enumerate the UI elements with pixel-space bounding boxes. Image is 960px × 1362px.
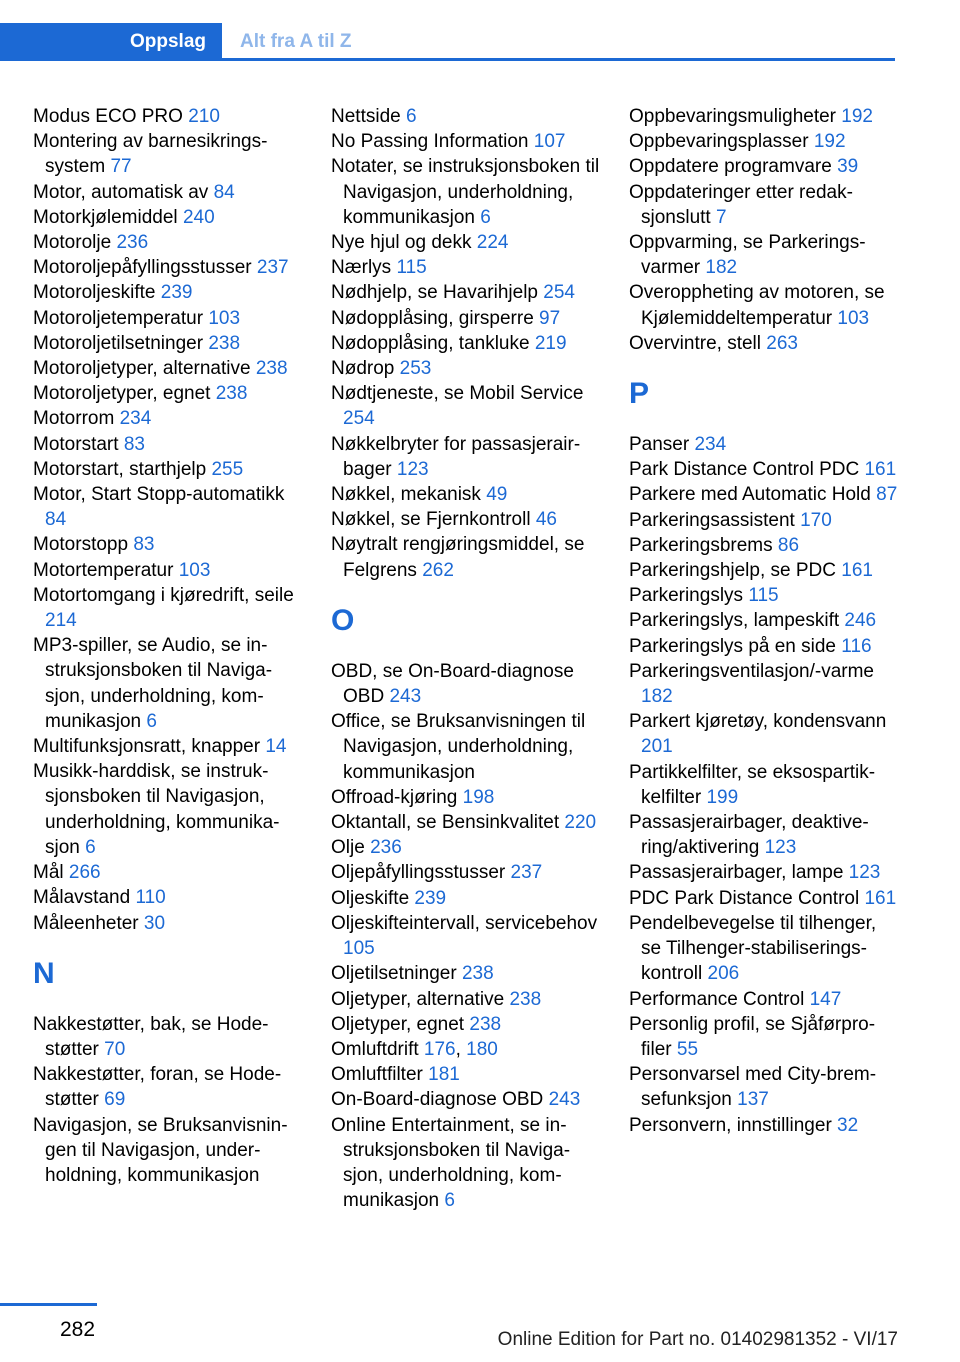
page-link[interactable]: 182 bbox=[641, 686, 673, 708]
index-entry bbox=[33, 205, 303, 230]
index-entry bbox=[331, 785, 601, 810]
section-letter: P bbox=[629, 377, 650, 411]
index-entry bbox=[33, 633, 303, 734]
index-entry bbox=[33, 432, 303, 457]
index-entry-term: Olje bbox=[331, 837, 365, 859]
index-entry bbox=[629, 1062, 899, 1112]
page-link[interactable]: 192 bbox=[813, 131, 846, 153]
index-entry bbox=[33, 885, 303, 910]
index-entry-term: Parkeringslys, lampeskift bbox=[629, 610, 840, 632]
index-entry-term: Motoroljepåfyllingsstusser bbox=[33, 257, 252, 279]
page-link[interactable]: 238 bbox=[208, 332, 241, 354]
page-link[interactable]: 84 bbox=[213, 181, 235, 203]
index-entry: Omluftdrift 176, 180 bbox=[331, 1038, 498, 1060]
index-entry bbox=[331, 860, 601, 885]
page-link[interactable]: 255 bbox=[211, 458, 244, 480]
index-entry bbox=[629, 280, 899, 330]
page-link[interactable]: 181 bbox=[428, 1064, 460, 1086]
footer-rule bbox=[0, 1303, 97, 1306]
page-link[interactable]: 199 bbox=[706, 786, 739, 808]
edition-note: Online Edition for Part no. 01402981352 - VI/17 bbox=[497, 1329, 898, 1350]
page-link[interactable]: 7 bbox=[715, 206, 727, 228]
index-entry-term: Park Distance Control PDC bbox=[629, 459, 860, 481]
index-entry bbox=[331, 1113, 601, 1214]
index-entry bbox=[629, 810, 899, 860]
index-entry bbox=[629, 154, 899, 179]
index-entry bbox=[33, 482, 303, 532]
index-entry-term: Nøkkel, mekanisk bbox=[331, 484, 481, 506]
index-entry-term: Omluftdrift bbox=[331, 1038, 419, 1060]
page-link[interactable]: 161 bbox=[864, 887, 897, 909]
index-entry-term: Motorstopp bbox=[33, 534, 129, 556]
page-link[interactable]: 206 bbox=[707, 963, 740, 985]
page-link[interactable]: 224 bbox=[476, 232, 509, 254]
page-link[interactable]: 103 bbox=[208, 307, 241, 329]
index-entry bbox=[33, 583, 303, 633]
index-entry-term: Motorrom bbox=[33, 408, 115, 430]
page-link[interactable]: 238 bbox=[255, 358, 288, 380]
index-entry bbox=[33, 104, 303, 129]
index-entry-term: Nærlys bbox=[331, 257, 392, 279]
index-entry-term: Nøkkel, se Fjernkontroll bbox=[331, 509, 531, 531]
page-link[interactable]: 201 bbox=[641, 736, 673, 758]
index-entry bbox=[33, 1062, 303, 1112]
index-entry-term: Passasjerairbager, lampe bbox=[629, 862, 844, 884]
index-column-2 bbox=[331, 104, 601, 1213]
index-entry-term: Motor, automatisk av bbox=[33, 181, 209, 203]
page-link[interactable]: 116 bbox=[841, 635, 872, 657]
index-entry bbox=[33, 406, 303, 431]
page-link[interactable]: 77 bbox=[110, 156, 132, 178]
index-entry bbox=[629, 911, 899, 987]
page-link[interactable]: 170 bbox=[800, 509, 832, 531]
page-link[interactable]: 14 bbox=[265, 736, 287, 758]
page-number: 282 bbox=[60, 1318, 96, 1341]
index-entry bbox=[33, 1012, 303, 1062]
index-entry bbox=[33, 356, 303, 381]
index-entry-term: Oppbevaringsmuligheter bbox=[629, 106, 837, 127]
index-entry-term: Nakkestøtter, bak, se Hodestøtter bbox=[33, 1013, 269, 1060]
index-entry bbox=[629, 129, 899, 154]
page-link[interactable]: 84 bbox=[45, 509, 67, 531]
index-entry-term: Motorstart, starthjelp bbox=[33, 458, 207, 480]
index-entry bbox=[331, 987, 601, 1012]
index-entry bbox=[629, 760, 899, 810]
page-link[interactable]: 236 bbox=[116, 232, 149, 254]
index-entry-term: PDC Park Distance Control bbox=[629, 887, 860, 909]
page-link[interactable]: 238 bbox=[469, 1013, 502, 1035]
index-entry bbox=[33, 759, 303, 860]
index-entry-term: Motor, Start Stopp-automatikk bbox=[33, 484, 285, 506]
page-link[interactable]: 110 bbox=[135, 887, 166, 909]
page-link[interactable]: 234 bbox=[119, 408, 152, 430]
page-link[interactable]: 210 bbox=[188, 106, 220, 127]
page-link[interactable]: 107 bbox=[533, 131, 566, 153]
index-entry-term: Navigasjon, se Bruksanvisningen til Navigasjon, underholdning, kommunikasjon bbox=[33, 1114, 288, 1186]
index-entry-term: Nøkkelbryter for passasjerairbager bbox=[331, 433, 581, 480]
index-entry bbox=[33, 734, 303, 759]
index-entry-term: Montering av barnesikringssystem bbox=[33, 131, 268, 178]
index-entry bbox=[331, 1012, 601, 1037]
page-link[interactable]: 30 bbox=[143, 912, 166, 934]
index-entry-term: Måleenheter bbox=[33, 912, 139, 934]
page-link[interactable]: 234 bbox=[694, 434, 727, 456]
index-entry-term: Motorolje bbox=[33, 232, 112, 254]
index-entry bbox=[33, 129, 303, 179]
index-entry-term: Oljeskifte bbox=[331, 887, 410, 909]
page-link[interactable]: 86 bbox=[777, 534, 800, 556]
index-entry bbox=[331, 532, 601, 582]
index-entry bbox=[331, 154, 601, 230]
index-entry bbox=[629, 558, 899, 583]
index-entry-term: Motoroljetilsetninger bbox=[33, 332, 204, 354]
index-entry bbox=[629, 104, 899, 129]
page-link[interactable]: 182 bbox=[705, 257, 738, 279]
page-link[interactable]: 161 bbox=[864, 459, 897, 481]
index-entry bbox=[33, 1113, 303, 1189]
index-entry bbox=[331, 1062, 601, 1087]
index-entry-term: Performance Control bbox=[629, 988, 805, 1010]
index-entry bbox=[331, 886, 601, 911]
index-entry-term: Motoroljetyper, egnet bbox=[33, 383, 211, 405]
page-link[interactable]: 253 bbox=[399, 358, 432, 380]
page-link[interactable]: 237 bbox=[256, 257, 289, 279]
page-link[interactable]: 6 bbox=[480, 206, 491, 228]
index-entry bbox=[331, 129, 601, 154]
page-link[interactable]: 161 bbox=[841, 560, 873, 582]
page-link[interactable]: 237 bbox=[510, 862, 543, 884]
page-link[interactable]: 239 bbox=[160, 282, 193, 304]
page-link[interactable]: 219 bbox=[534, 332, 567, 354]
page-link[interactable]: 238 bbox=[509, 988, 542, 1010]
page-link[interactable]: 238 bbox=[215, 383, 248, 405]
index-entry bbox=[331, 230, 601, 255]
index-entry-term: Oppdatere programvare bbox=[629, 156, 832, 178]
index-entry bbox=[629, 886, 899, 911]
page-link[interactable]: 239 bbox=[414, 887, 447, 909]
index-entry-term: Parkeringsventilasjon/-varme bbox=[629, 660, 874, 682]
index-entry-term: Nødhjelp, se Havarihjelp bbox=[331, 282, 538, 304]
page-link[interactable]: 105 bbox=[343, 938, 375, 960]
index-entry-term: Panser bbox=[629, 434, 690, 456]
index-entry-term: Parkeringslys på en side bbox=[629, 635, 836, 657]
page-link[interactable]: 246 bbox=[844, 610, 877, 632]
index-entry bbox=[629, 331, 899, 356]
page-link[interactable]: 83 bbox=[123, 433, 145, 455]
index-entry-term: Motortemperatur bbox=[33, 559, 174, 581]
index-entry-term: Musikk-harddisk, se instruksjonsboken til Navigasjon, underholdning, kommunikasjon bbox=[33, 761, 280, 858]
index-entry bbox=[629, 860, 899, 885]
index-entry bbox=[331, 835, 601, 860]
index-entry-term: Parkeringshjelp, se PDC bbox=[629, 560, 836, 582]
page-link[interactable]: 214 bbox=[45, 610, 77, 632]
page-link[interactable]: 243 bbox=[389, 686, 422, 708]
tab-alt-fra-a-til-z[interactable]: Alt fra A til Z bbox=[240, 31, 352, 52]
page-link[interactable]: 123 bbox=[764, 837, 797, 859]
page-link[interactable]: 254 bbox=[543, 282, 575, 304]
index-entry-term: Oppbevaringsplasser bbox=[629, 131, 809, 153]
index-entry-term: Oktantall, se Bensinkvalitet bbox=[331, 812, 560, 834]
page-link[interactable]: 123 bbox=[396, 458, 429, 480]
index-entry-term: Nye hjul og dekk bbox=[331, 232, 472, 254]
page-link[interactable]: 238 bbox=[461, 963, 494, 985]
index-entry bbox=[331, 255, 601, 280]
index-entry-term: Overoppheting av motoren, se Kjølemiddeltemperatur bbox=[629, 282, 885, 329]
index-entry bbox=[331, 104, 601, 129]
index-entry bbox=[331, 381, 601, 431]
page-link[interactable]: 123 bbox=[848, 862, 881, 884]
index-entry-term: Personvarsel med City-bremsefunksjon bbox=[629, 1064, 877, 1111]
index-entry bbox=[629, 533, 899, 558]
index-entry bbox=[33, 860, 303, 885]
index-entry-term: Partikkelfilter, se eksospartikkelfilter bbox=[629, 761, 876, 808]
index-entry-term: Motorstart bbox=[33, 433, 119, 455]
index-entry-term: Parkeringslys bbox=[629, 585, 744, 607]
index-entry-term: Online Entertainment, se instruksjonsboken til Navigasjon, underholdning, kommunikasjon bbox=[331, 1114, 571, 1212]
page-link[interactable]: 103 bbox=[837, 307, 870, 329]
page-link[interactable]: 69 bbox=[104, 1089, 126, 1111]
index-entry-term: Personvern, innstillinger bbox=[629, 1114, 832, 1136]
index-entry-term: Offroad-kjøring bbox=[331, 786, 458, 808]
index-entry bbox=[331, 810, 601, 835]
index-entry-term: Oljepåfyllingsstusser bbox=[331, 862, 506, 884]
index-entry-term: Parkeringsbrems bbox=[629, 534, 773, 556]
page-link[interactable]: 46 bbox=[535, 509, 557, 531]
index-entry-term: Motorkjølemiddel bbox=[33, 206, 178, 228]
index-entry-term: Pendelbevegelse til tilhenger, se Tilhenger-stabiliseringskontroll bbox=[629, 912, 877, 985]
index-entry-term: Oppvarming, se Parkeringsvarmer bbox=[629, 232, 866, 279]
index-entry-term: Nøytralt rengjøringsmiddel, se Felgrens bbox=[331, 534, 585, 581]
index-entry-term: Målavstand bbox=[33, 887, 131, 909]
page-link[interactable]: 240 bbox=[182, 206, 215, 228]
page-link[interactable]: 180 bbox=[466, 1038, 498, 1060]
index-entry bbox=[331, 482, 601, 507]
index-entry-term: Nødopplåsing, tankluke bbox=[331, 332, 530, 354]
index-entry-term: Oljetyper, alternative bbox=[331, 988, 505, 1010]
index-entry-term: Parkeringsassistent bbox=[629, 509, 795, 531]
tab-underline bbox=[0, 58, 895, 61]
section-letter: O bbox=[331, 603, 355, 637]
index-entry bbox=[331, 356, 601, 381]
index-entry bbox=[331, 659, 601, 709]
index-entry bbox=[33, 381, 303, 406]
page-link[interactable]: 87 bbox=[876, 484, 898, 506]
index-entry bbox=[629, 608, 899, 633]
index-entry bbox=[629, 1012, 899, 1062]
index-entry-term: Passasjerairbager, deaktivering/aktivering bbox=[629, 812, 869, 859]
index-entry bbox=[629, 432, 899, 457]
page-link[interactable]: 192 bbox=[841, 106, 873, 127]
index-entry bbox=[629, 180, 899, 230]
page-link[interactable]: 83 bbox=[133, 534, 155, 556]
page-link[interactable]: 262 bbox=[422, 559, 454, 581]
index-entry-term: Motortomgang i kjøredrift, seile bbox=[33, 584, 294, 606]
index-entry-term: Overvintre, stell bbox=[629, 332, 761, 354]
index-entry bbox=[33, 306, 303, 331]
page-link[interactable]: 115 bbox=[748, 585, 779, 607]
page-link[interactable]: 39 bbox=[837, 156, 859, 178]
index-entry bbox=[629, 508, 899, 533]
page-link[interactable]: 147 bbox=[809, 988, 842, 1010]
index-entry bbox=[331, 709, 601, 785]
index-entry-term: Notater, se instruksjonsboken til Navigasjon, underholdning, kommunikasjon bbox=[331, 156, 600, 228]
index-entry-term: Oljeskifteintervall, servicebehov bbox=[331, 912, 598, 934]
index-entry-term: Personlig profil, se Sjåførprofiler bbox=[629, 1013, 876, 1060]
page-link[interactable]: 254 bbox=[343, 408, 375, 430]
index-entry bbox=[629, 987, 899, 1012]
page-link[interactable]: 6 bbox=[405, 106, 417, 127]
index-entry-term: Motoroljeskifte bbox=[33, 282, 156, 304]
index-entry bbox=[33, 180, 303, 205]
index-entry bbox=[33, 280, 303, 305]
index-column-1 bbox=[33, 104, 303, 1188]
index-entry-term: Oljetilsetninger bbox=[331, 963, 457, 985]
index-entry bbox=[629, 583, 899, 608]
page-link[interactable]: 236 bbox=[370, 837, 402, 859]
index-entry bbox=[33, 532, 303, 557]
page-link[interactable]: 266 bbox=[68, 862, 101, 884]
index-entry bbox=[629, 482, 899, 507]
index-entry-term: Office, se Bruksanvisningen til Navigasjon, underholdning, kommunikasjon bbox=[331, 711, 586, 783]
index-entry bbox=[33, 255, 303, 280]
index-column-3 bbox=[629, 104, 899, 1138]
index-entry bbox=[33, 558, 303, 583]
index-entry bbox=[331, 306, 601, 331]
index-entry-term: Omluftfilter bbox=[331, 1064, 423, 1086]
page-link[interactable]: 70 bbox=[104, 1038, 126, 1060]
index-entry bbox=[331, 961, 601, 986]
page-link[interactable]: 115 bbox=[396, 257, 427, 279]
index-entry-term: Mål bbox=[33, 862, 64, 884]
index-entry bbox=[331, 432, 601, 482]
page-link[interactable]: 32 bbox=[837, 1114, 859, 1136]
index-entry bbox=[331, 331, 601, 356]
tab-bar bbox=[0, 23, 895, 59]
index-entry-term: Motoroljetyper, alternative bbox=[33, 358, 251, 380]
index-entry bbox=[33, 331, 303, 356]
index-entry-term: Multifunksjonsratt, knapper bbox=[33, 736, 261, 758]
page-link[interactable]: 103 bbox=[178, 559, 211, 581]
index-entry bbox=[331, 911, 601, 961]
index-entry bbox=[33, 911, 303, 936]
index-entry-term: Motoroljetemperatur bbox=[33, 307, 204, 329]
page-link[interactable]: 55 bbox=[676, 1038, 699, 1060]
page-link[interactable]: 176 bbox=[423, 1038, 456, 1060]
index-entry-term: Nødopplåsing, girsperre bbox=[331, 307, 534, 329]
index-entry-term: No Passing Information bbox=[331, 131, 529, 153]
index-entry-term: Nødrop bbox=[331, 358, 395, 380]
index-entry-term: Nødtjeneste, se Mobil Service bbox=[331, 383, 584, 405]
tab-oppslag[interactable]: Oppslag bbox=[0, 23, 222, 61]
page-link[interactable]: 263 bbox=[766, 332, 798, 354]
index-entry bbox=[331, 1087, 601, 1112]
page-link[interactable]: 49 bbox=[486, 484, 508, 506]
index-entry bbox=[629, 659, 899, 709]
index-entry bbox=[629, 634, 899, 659]
index-entry-term: Nakkestøtter, foran, se Hodestøtter bbox=[33, 1064, 282, 1111]
index-entry-term: Oljetyper, egnet bbox=[331, 1013, 465, 1035]
index-entry-term: Parkere med Automatic Hold bbox=[629, 484, 871, 506]
page-link[interactable]: 198 bbox=[462, 786, 495, 808]
index-entry-term: Nettside bbox=[331, 106, 401, 127]
index-entry-term: Modus ECO PRO bbox=[33, 106, 183, 127]
page-link[interactable]: 220 bbox=[564, 812, 597, 834]
page-link[interactable]: 137 bbox=[737, 1089, 769, 1111]
index-entry-term: Oppdateringer etter redaksjonslutt bbox=[629, 181, 853, 228]
index-entry bbox=[629, 709, 899, 759]
index-entry bbox=[331, 280, 601, 305]
index-entry bbox=[629, 230, 899, 280]
section-letter: N bbox=[33, 956, 55, 990]
index-entry bbox=[629, 457, 899, 482]
page-link[interactable]: 6 bbox=[146, 710, 157, 732]
page-link[interactable]: 6 bbox=[444, 1190, 455, 1212]
page-link[interactable]: 97 bbox=[539, 307, 561, 329]
index-entry bbox=[33, 230, 303, 255]
index-entry bbox=[33, 457, 303, 482]
page-link[interactable]: 243 bbox=[548, 1089, 581, 1111]
index-entry-term: OBD, se On-Board-diagnose OBD bbox=[331, 660, 574, 708]
index-entry-term: Parkert kjøretøy, kondensvann bbox=[629, 711, 887, 733]
index-entry-term: On-Board-diagnose OBD bbox=[331, 1089, 544, 1111]
index-entry bbox=[629, 1113, 899, 1138]
index-entry bbox=[331, 507, 601, 532]
page-link[interactable]: 6 bbox=[85, 836, 96, 858]
index-entry-term: MP3-spiller, se Audio, se instruksjonsboken til Navigasjon, underholdning, kommunikasjon bbox=[33, 635, 273, 732]
